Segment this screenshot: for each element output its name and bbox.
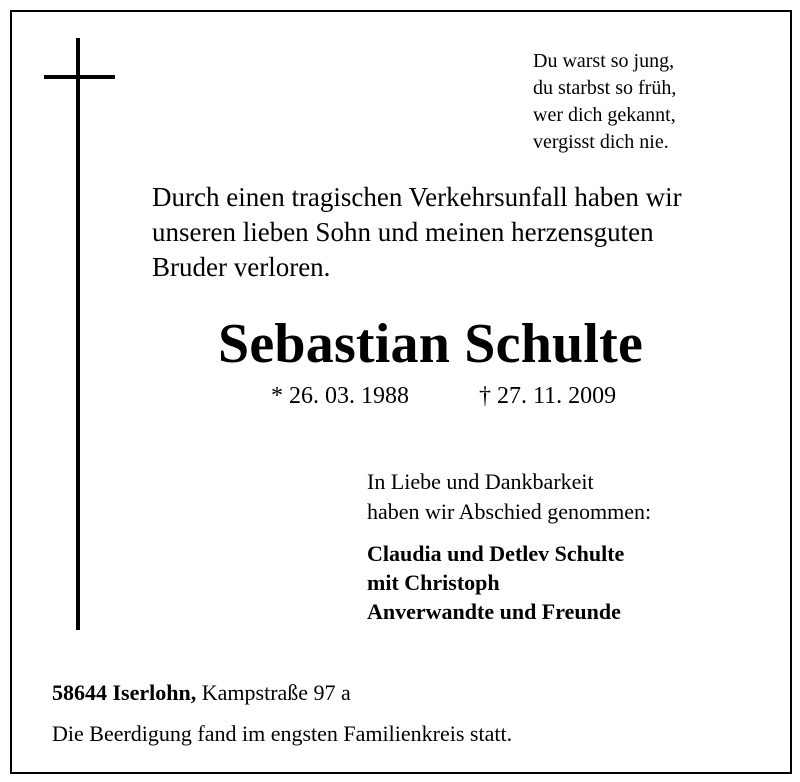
signer-line: Claudia und Detlev Schulte bbox=[367, 541, 625, 566]
death-date: † 27. 11. 2009 bbox=[479, 383, 617, 409]
intro-line: Bruder verloren. bbox=[152, 252, 331, 282]
obituary-notice bbox=[10, 10, 792, 774]
poem-line: wer dich gekannt, bbox=[533, 104, 676, 126]
poem-line: Du warst so jung, bbox=[533, 50, 675, 72]
farewell-text bbox=[367, 467, 651, 527]
signers bbox=[367, 539, 624, 626]
birth-date: * 26. 03. 1988 bbox=[271, 383, 409, 409]
poem bbox=[533, 48, 676, 156]
address-street: Kampstraße 97 a bbox=[201, 680, 351, 705]
signer-line: Anverwandte und Freunde bbox=[367, 599, 621, 624]
farewell-line: haben wir Abschied genommen: bbox=[367, 499, 652, 524]
intro-text bbox=[152, 180, 682, 285]
intro-line: Durch einen tragischen Verkehrsunfall haben wir bbox=[152, 182, 682, 212]
poem-line: du starbst so früh, bbox=[533, 77, 677, 99]
address-city: 58644 Iserlohn, bbox=[52, 680, 197, 705]
intro-line: unseren lieben Sohn und meinen herzensguten bbox=[152, 217, 654, 247]
deceased-name: Sebastian Schulte bbox=[218, 313, 644, 375]
farewell-line: In Liebe und Dankbarkeit bbox=[367, 469, 594, 494]
poem-line: vergisst dich nie. bbox=[533, 131, 669, 153]
signer-line: mit Christoph bbox=[367, 570, 500, 595]
cross-icon bbox=[76, 38, 80, 630]
funeral-note: Die Beerdigung fand im engsten Familienkreis statt. bbox=[52, 721, 513, 746]
address bbox=[52, 679, 351, 707]
cross-icon-bar bbox=[44, 75, 115, 79]
